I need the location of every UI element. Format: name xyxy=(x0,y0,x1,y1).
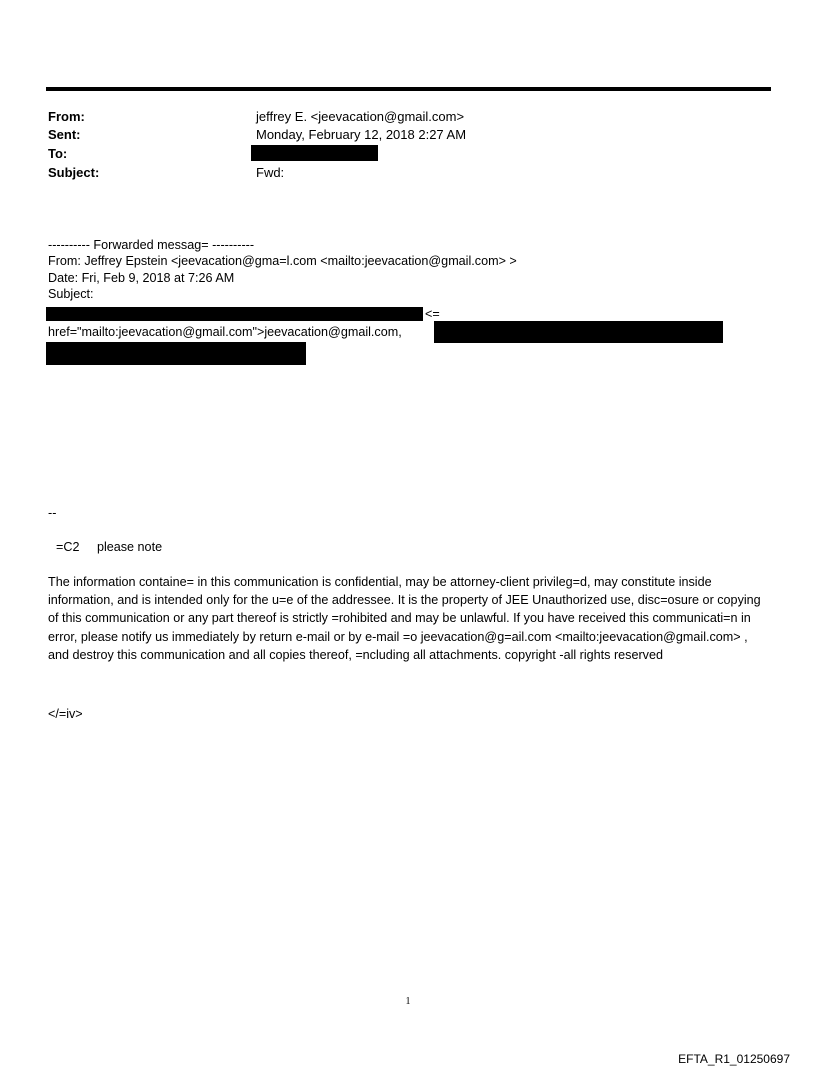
subject-value: Fwd: xyxy=(256,165,285,180)
header-rule xyxy=(46,87,771,91)
recipient-redaction-1 xyxy=(434,321,723,343)
sent-value: Monday, February 12, 2018 2:27 AM xyxy=(256,127,467,142)
bates-number: EFTA_R1_01250697 xyxy=(678,1052,790,1066)
forward-date-line: Date: Fri, Feb 9, 2018 at 7:26 AM xyxy=(48,271,235,285)
subject-redaction xyxy=(46,307,423,321)
recipient-redaction-2 xyxy=(46,342,306,365)
closing-tag: </=iv> xyxy=(48,707,83,721)
subject-label: Subject: xyxy=(48,165,100,180)
from-value: jeffrey E. <jeevacation@gmail.com> xyxy=(256,109,465,124)
from-label: From: xyxy=(48,109,85,124)
forward-from-line: From: Jeffrey Epstein <jeevacation@gma=l.com <mailto:jeevacation@gmail.com> > xyxy=(48,254,517,268)
to-label: To: xyxy=(48,146,68,161)
sent-label: Sent: xyxy=(48,127,81,142)
href-fragment: href="mailto:jeevacation@gmail.com">jeevacation@gmail.com, xyxy=(48,325,402,339)
forward-separator: ---------- Forwarded messag= ---------- xyxy=(48,238,255,252)
to-redaction xyxy=(251,145,378,161)
forward-subject-line: Subject: xyxy=(48,287,94,301)
disclaimer-paragraph: The information containe= in this communication is confidential, may be attorney-client privileg=d, may constitute inside information, and is intended only for the u=e of the addressee. It is the property of JEE Unauthorized use, disc=osure or copying of this communication or any part thereof is strictly =rohibited and may be unlawful. If you have received this communicati=n in error, please notify us immediately by return e-mail or by e-mail =o jeevacation@g=ail.com <mailto:jeevacation@gmail.com> , and destroy this communication and all copies thereof, =ncluding all attachments. copyright -all rights reserved xyxy=(48,575,761,662)
signature-dashes: -- xyxy=(48,506,57,520)
lt-fragment: <= xyxy=(425,307,440,321)
page-number: 1 xyxy=(405,996,411,1007)
please-note: =C2 please note xyxy=(56,540,163,554)
